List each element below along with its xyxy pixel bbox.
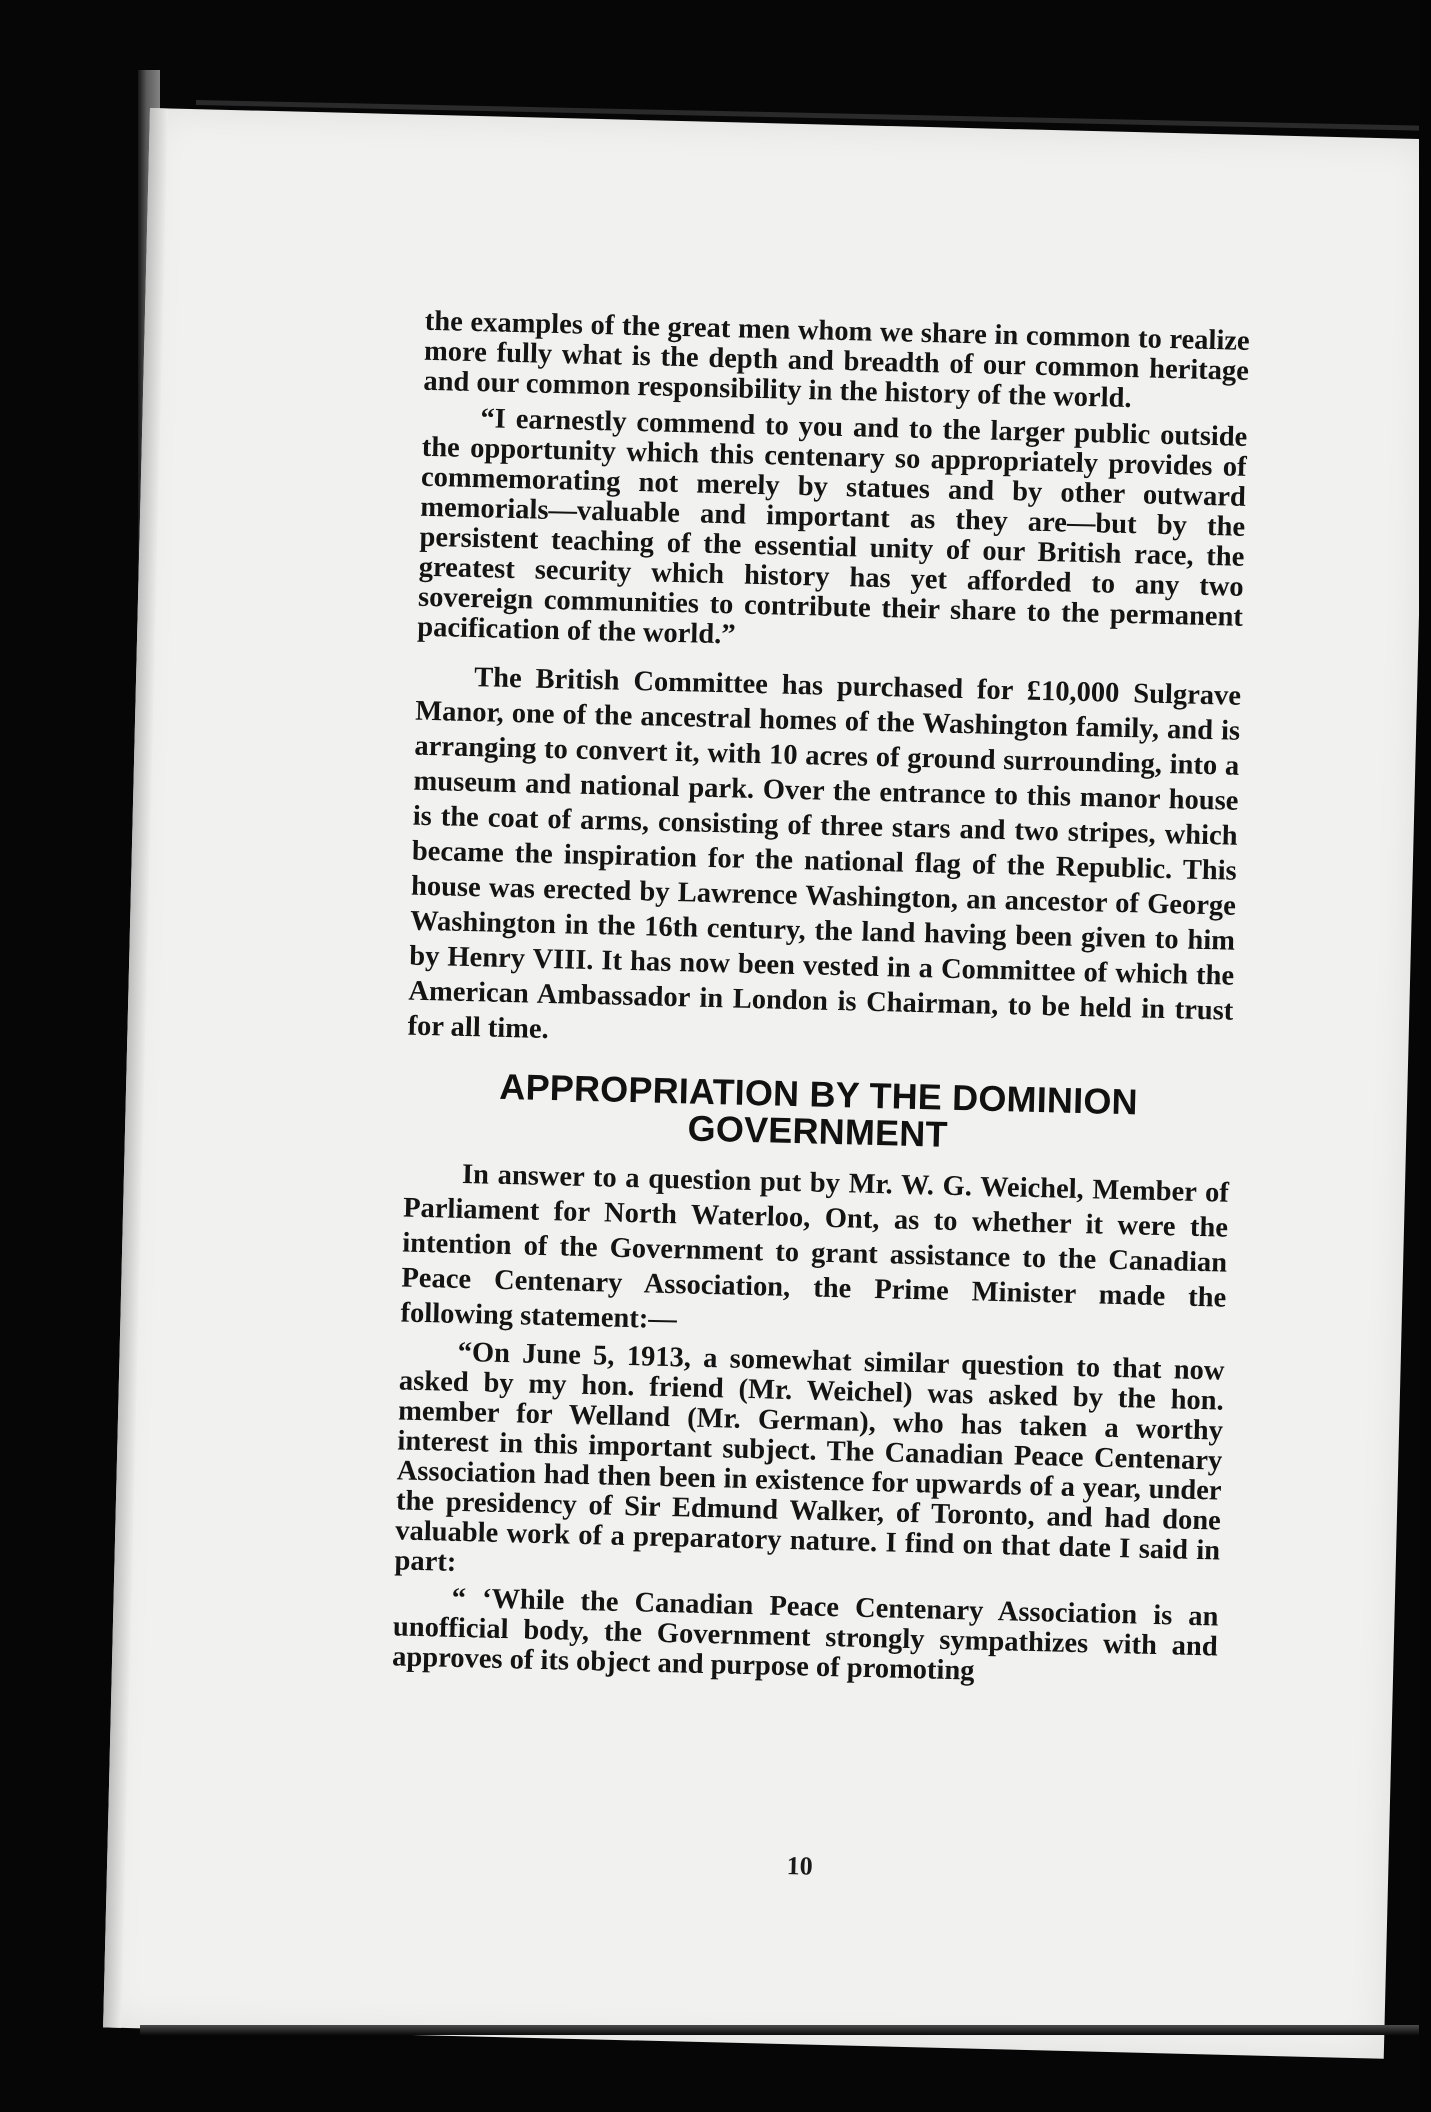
paragraph-quoted-statement: “ ‘While the Canadian Peace Centenary Association is an unofficial body, the Government strongly sympathizes with and approves of its object and purpose of promoting <box>391 1582 1219 1687</box>
paragraph-sulgrave-manor: The British Committee has purchased for £10,000 Sulgrave Manor, one of the ancestral homes of the Washington family, and is arranging to convert it, with 10 acres of ground surrounding, into a museum and national park. Over the entrance to this manor house is the coat of arms, consisting of three stars and two stripes, which became the inspiration for the national flag of the Republic. This house was erected by Lawrence Washington, an ancestor of George Washington in the 16th century, the land having been given to him by Henry VIII. It has now been vested in a Committee of which the American Ambassador in London is Chairman, to be held in trust for all time. <box>407 662 1242 1046</box>
paragraph-quote-commend: “I earnestly commend to you and to the larger public outside the opportunity which this centenary so appropriately provides of commemorating not merely by statues and by other outward memorials—valuable and important as they are—but by the persistent teaching of the essential unity of our British race, the greatest security which history has yet afforded to any two sovereign communities to contribute their share to the permanent pacification of the world.” <box>417 403 1248 651</box>
page-number: 10 <box>786 1851 814 1881</box>
film-bottom-edge <box>140 2025 1431 2035</box>
film-right-edge <box>1419 0 1431 2112</box>
section-heading: APPROPRIATION BY THE DOMINION GOVERNMENT <box>498 1065 1139 1155</box>
paragraph-continuation: the examples of the great men whom we share in common to realize more fully what is the depth and breadth of our common heritage and our common responsibility in the history of the world. <box>423 305 1251 415</box>
page-text-block <box>391 305 1251 1881</box>
paragraph-weichel-question: In answer to a question put by Mr. W. G. Weichel, Member of Parliament for North Waterloo, Ont, as to whether it were the intention of the Government to grant assistance to the Canadian Peace Centenary Association, the Prime Minister made the following statement:— <box>400 1158 1230 1336</box>
document-page <box>103 108 1431 2059</box>
paragraph-prime-minister-reply: “On June 5, 1913, a somewhat similar question to that now asked by my hon. friend (Mr. Weichel) was asked by the hon. member for Welland (Mr. German), who has taken a worthy interest in this important subject. The Canadian Peace Centenary Association had then been in existence for upwards of a year, under the presidency of Sir Edmund Walker, of Toronto, and had done valuable work of a preparatory nature. I find on that date I said in part: <box>394 1336 1225 1578</box>
